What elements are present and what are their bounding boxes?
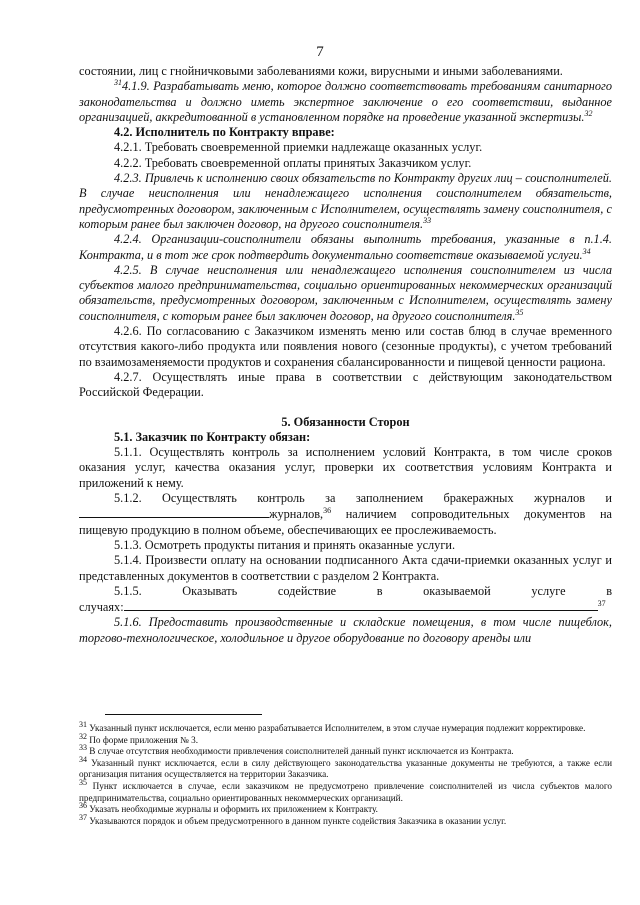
footnote-ref: 31 — [114, 78, 122, 88]
footnote-item — [79, 754, 613, 781]
paragraph-text: 4.2.4. Организации-соисполнители обязаны выполнить требования, указанные в п.1.4. Контракта, и в тот же срок подтвердить документально соответствие оказываемой услуги. — [79, 232, 612, 262]
footnote-item — [79, 743, 612, 758]
paragraph-4-1-9 — [79, 79, 612, 125]
paragraph-text: наличием сопроводительных документов на пищевую продукцию в полном объеме, обеспечивающих ее прослеживаемость. — [79, 507, 612, 537]
footnote-item — [79, 719, 612, 735]
blank-line — [79, 506, 269, 518]
paragraph-4-2-5 — [79, 263, 612, 324]
paragraph-5-1-4: 5.1.4. Произвести оплату на основании подписанного Акта сдачи-приемки оказанных услуг и представленных документов в соответствии с разделом 2 Контракта. — [79, 553, 612, 583]
paragraph-text: 4.2.3. Привлечь к исполнению своих обязательств по Контракту других лиц – соисполнителей. В случае неисполнения или ненадлежащего исполнения соисполнителем обязательств, предусмотренных договором, заключенным с Исполнителем, осуществлять замену соисполнителя, с которым ранее был заключен договор, на другого соисполнителя. — [79, 171, 612, 231]
paragraph-5-1-2-line1: 5.1.2. Осуществлять контроль за заполнением бракеражных журналов и — [114, 491, 612, 506]
heading-section-5: 5. Обязанности Сторон — [281, 414, 410, 429]
footnote-ref: 33 — [423, 215, 432, 225]
paragraph-4-2-3 — [79, 171, 612, 232]
document-body — [79, 64, 612, 646]
paragraph-4-2-6: 4.2.6. По согласованию с Заказчиком изменять меню или состав блюд в случае временного отсутствия какого-либо продукта или появления нового (сезонные продукты), с учетом требований по взаимозаменяемости продуктов и сохранения сбалансированности и пищевой ценности рациона. — [79, 324, 612, 369]
paragraph-4-2-1: 4.2.1. Требовать своевременной приемки надлежаще оказанных услуг. — [114, 140, 483, 155]
paragraph-text: 4.2.5. В случае неисполнения или ненадлежащего исполнения соисполнителем из числа субъектов малого предпринимательства, социально ориентированных некоммерческих организаций обязательств, предусмотренных договором, заключенным с Исполнителем, осуществлять замену соисполнителя, с которым ранее был заключен договор, на другого соисполнителя. — [79, 262, 612, 323]
paragraph-text: случаях: — [79, 600, 124, 615]
paragraph-5-1-2 — [79, 506, 612, 538]
footnotes — [79, 719, 613, 827]
paragraph-text: журналов, — [269, 507, 324, 522]
footnote-number: 35 — [79, 777, 87, 787]
paragraph-5-1-1: 5.1.1. Осуществлять контроль за исполнением условий Контракта, в том числе сроков оказания услуг, качества оказания услуг, проверки их соответствия условиям Контракта и приложений к нему. — [79, 445, 612, 490]
footnote-ref: 32 — [584, 108, 593, 118]
paragraph-text: 4.1.9. Разрабатывать меню, которое должно соответствовать требованиям санитарного законодательства и должно иметь экспертное заключение о его соответствии, выданное организацией, аккредитованной в установленном порядке на проведение указанной экспертизы. — [79, 79, 612, 124]
footnote-item — [79, 777, 613, 804]
paragraph-5-1-5-line1: 5.1.5. Оказывать содействие в оказываемой услуге в — [114, 583, 612, 598]
footnote-text: Пункт исключается в случае, если заказчиком не предусмотрено привлечение соисполнителей из числа субъектов малого предпринимательства, социально ориентированных некоммерческих организаций. — [79, 780, 613, 803]
footnote-item — [79, 812, 612, 828]
footnote-ref: 36 — [323, 506, 332, 516]
paragraph-5-1-6: 5.1.6. Предоставить производственные и складские помещения, в том числе пищеблок, торгово-технологическое, холодильное и другое оборудование по договору аренды или — [79, 615, 612, 645]
footnote-ref: 34 — [582, 246, 591, 256]
footnote-number: 36 — [79, 801, 87, 811]
footnote-item — [79, 801, 612, 816]
paragraph-5-1-3: 5.1.3. Осмотреть продукты питания и принять оказанные услуги. — [114, 537, 456, 552]
footnote-number: 34 — [79, 754, 87, 764]
footnote-text: Указанный пункт исключается, если меню разрабатывается Исполнителем, в этом случае нумерация подлежит корректировке. — [89, 723, 586, 733]
footnote-text: Указанный пункт исключается, если в силу действующего законодательства указанные документы не требуются, а также если организация питания осуществляется на территории Заказчика. — [79, 757, 613, 780]
footnote-text: В случае отсутствия необходимости привлечения соисполнителей данный пункт исключается из Контракта. — [89, 746, 514, 757]
footnote-text: Указываются порядок и объем предусмотренного в данном пункте содействия Заказчика в оказании услуг. — [89, 815, 507, 826]
heading-5-1: 5.1. Заказчик по Контракту обязан: — [114, 429, 311, 444]
page-number: 7 — [316, 44, 324, 60]
footnote-item — [79, 731, 612, 747]
heading-4-2: 4.2. Исполнитель по Контракту вправе: — [114, 125, 335, 140]
footnote-separator — [105, 714, 262, 715]
paragraph-continued: состоянии, лиц с гнойничковыми заболеваниями кожи, вирусными и иными заболеваниями. — [79, 64, 563, 78]
footnote-number: 33 — [79, 743, 87, 753]
paragraph-5-1-5 — [79, 599, 612, 615]
footnote-text: Указать необходимые журналы и оформить их приложением к Контракту. — [89, 804, 378, 815]
footnote-number: 32 — [79, 731, 87, 741]
footnote-text: По форме приложения № 3. — [89, 734, 199, 745]
footnote-ref: 37 — [597, 599, 606, 608]
footnote-number: 37 — [79, 812, 87, 822]
footnote-number: 31 — [79, 719, 87, 729]
spacer — [79, 401, 612, 415]
paragraph-4-2-2: 4.2.2. Требовать своевременной оплаты принятых Заказчиком услуг. — [114, 155, 472, 170]
footnote-ref: 35 — [515, 307, 524, 317]
blank-line — [124, 599, 598, 611]
paragraph-4-2-7: 4.2.7. Осуществлять иные права в соответствии с действующим законодательством Российской Федерации. — [79, 369, 612, 400]
paragraph-4-2-4 — [79, 232, 612, 263]
